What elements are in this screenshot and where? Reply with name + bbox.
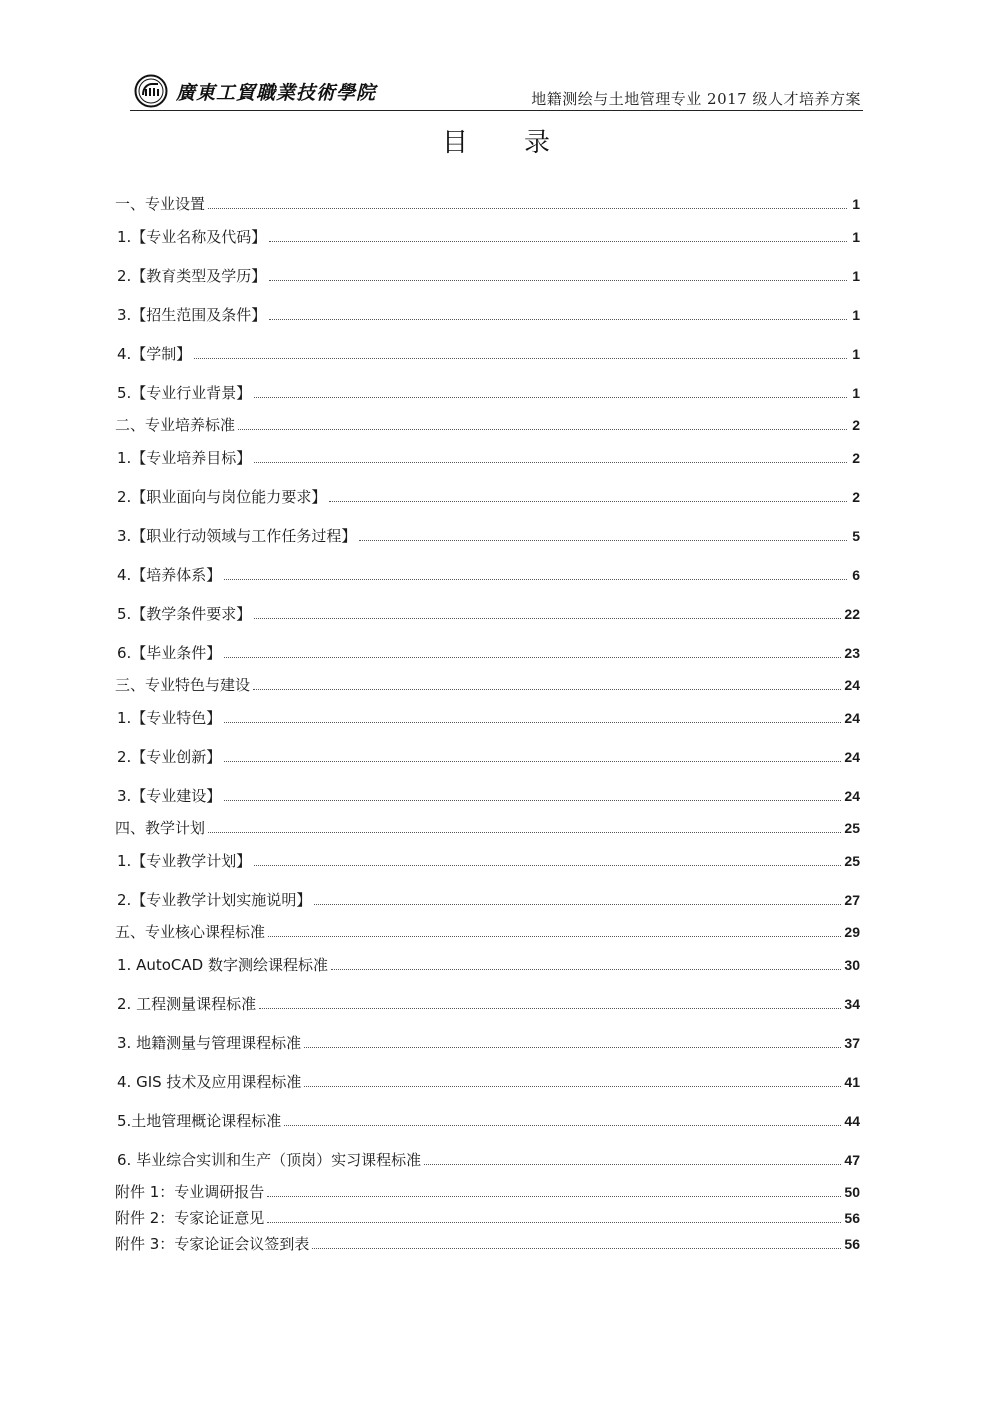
toc-entry-label: 1.【专业培养目标】	[117, 449, 252, 467]
toc-dot-leader	[259, 1007, 841, 1009]
toc-dot-leader	[224, 799, 841, 801]
toc-heading: 目录	[441, 128, 606, 158]
toc-entry-page: 25	[844, 820, 860, 836]
toc-entry[interactable]	[115, 1204, 860, 1228]
toc-entry-page: 1	[852, 307, 860, 323]
document-title: 地籍测绘与土地管理专业 2017 级人才培养方案	[531, 90, 861, 108]
toc-entry-page: 34	[844, 996, 860, 1012]
toc-dot-leader	[224, 656, 841, 658]
toc-dot-leader	[314, 903, 841, 905]
toc-entry-label: 6. 毕业综合实训和生产（顶岗）实习课程标准	[117, 1151, 422, 1169]
toc-entry-label: 5.【专业行业背景】	[117, 384, 252, 402]
toc-entry-label: 五、专业核心课程标准	[115, 923, 266, 941]
toc-dot-leader	[268, 935, 841, 937]
toc-entry-page: 25	[844, 853, 860, 869]
toc-entry[interactable]	[117, 782, 860, 806]
toc-dot-leader	[254, 617, 841, 619]
toc-entry[interactable]	[117, 1107, 860, 1131]
toc-entry-page: 6	[852, 567, 860, 583]
toc-entry-page: 1	[852, 268, 860, 284]
toc-entry-label: 1.【专业名称及代码】	[117, 228, 267, 246]
toc-entry-page: 5	[852, 528, 860, 544]
toc-entry-label: 附件 3：专家论证会议签到表	[115, 1235, 310, 1253]
toc-entry[interactable]	[117, 990, 860, 1014]
toc-entry-label: 5.【教学条件要求】	[117, 605, 252, 623]
toc-entry-page: 29	[844, 924, 860, 940]
toc-dot-leader	[312, 1247, 841, 1249]
toc-entry-page: 27	[844, 892, 860, 908]
toc-entry-page: 2	[852, 489, 860, 505]
toc-dot-leader	[253, 688, 841, 690]
toc-entry[interactable]	[117, 743, 860, 767]
toc-dot-leader	[304, 1046, 841, 1048]
toc-entry[interactable]	[115, 671, 860, 695]
toc-entry-page: 30	[844, 957, 860, 973]
toc-entry-label: 1. AutoCAD 数字测绘课程标准	[117, 956, 328, 974]
toc-dot-leader	[359, 539, 847, 541]
toc-dot-leader	[208, 207, 847, 209]
toc-entry-label: 三、专业特色与建设	[115, 676, 251, 694]
toc-entry[interactable]	[115, 1230, 860, 1254]
toc-dot-leader	[254, 864, 841, 866]
toc-entry-page: 2	[852, 417, 860, 433]
toc-entry[interactable]	[117, 1068, 860, 1092]
toc-entry[interactable]	[117, 600, 860, 624]
toc-entry-label: 一、专业设置	[115, 195, 206, 213]
toc-entry-label: 附件 1：专业调研报告	[115, 1183, 265, 1201]
toc-dot-leader	[284, 1124, 841, 1126]
toc-entry[interactable]	[115, 814, 860, 838]
toc-entry[interactable]	[117, 1029, 860, 1053]
toc-entry-page: 1	[852, 229, 860, 245]
toc-entry-label: 6.【毕业条件】	[117, 644, 222, 662]
school-name: 廣東工貿職業技術學院	[176, 81, 377, 104]
toc-dot-leader	[254, 461, 847, 463]
toc-entry[interactable]	[117, 951, 860, 975]
toc-dot-leader	[224, 721, 841, 723]
toc-entry-page: 24	[844, 788, 860, 804]
toc-dot-leader	[267, 1195, 841, 1197]
toc-entry[interactable]	[117, 340, 860, 364]
toc-entry-page: 1	[852, 346, 860, 362]
toc-dot-leader	[269, 318, 847, 320]
toc-dot-leader	[238, 428, 847, 430]
toc-entry-page: 24	[844, 710, 860, 726]
toc-entry[interactable]	[117, 704, 860, 728]
toc-entry-label: 2.【教育类型及学历】	[117, 267, 267, 285]
toc-dot-leader	[424, 1163, 841, 1165]
toc-entry-page: 23	[844, 645, 860, 661]
toc-entry-page: 56	[844, 1236, 860, 1252]
toc-entry-label: 2.【专业创新】	[117, 748, 222, 766]
toc-entry[interactable]	[117, 561, 860, 585]
toc-entry-page: 47	[844, 1152, 860, 1168]
toc-entry[interactable]	[115, 1178, 860, 1202]
toc-entry[interactable]	[117, 522, 860, 546]
toc-entry[interactable]	[115, 918, 860, 942]
toc-entry-label: 1.【专业教学计划】	[117, 852, 252, 870]
toc-entry[interactable]	[117, 301, 860, 325]
toc-dot-leader	[194, 357, 847, 359]
toc-entry[interactable]	[117, 483, 860, 507]
toc-entry-page: 1	[852, 385, 860, 401]
toc-entry-label: 3.【专业建设】	[117, 787, 222, 805]
toc-entry-label: 3.【职业行动领域与工作任务过程】	[117, 527, 357, 545]
toc-entry[interactable]	[115, 190, 860, 214]
toc-entry-page: 22	[844, 606, 860, 622]
toc-entry[interactable]	[117, 886, 860, 910]
toc-entry-label: 四、教学计划	[115, 819, 206, 837]
toc-entry-label: 附件 2：专家论证意见	[115, 1209, 265, 1227]
toc-entry-label: 4.【学制】	[117, 345, 192, 363]
toc-entry-label: 4.【培养体系】	[117, 566, 222, 584]
toc-entry-page: 50	[844, 1184, 860, 1200]
toc-entry-page: 37	[844, 1035, 860, 1051]
toc-entry-label: 1.【专业特色】	[117, 709, 222, 727]
toc-entry-page: 24	[844, 749, 860, 765]
toc-dot-leader	[224, 578, 847, 580]
toc-entry-label: 3.【招生范围及条件】	[117, 306, 267, 324]
toc-entry[interactable]	[117, 847, 860, 871]
toc-entry[interactable]	[115, 411, 860, 435]
toc-dot-leader	[304, 1085, 841, 1087]
toc-entry-page: 24	[844, 677, 860, 693]
toc-dot-leader	[269, 240, 847, 242]
toc-entry-label: 2. 工程测量课程标准	[117, 995, 257, 1013]
toc-entry-page: 44	[844, 1113, 860, 1129]
toc-entry-label: 5.土地管理概论课程标准	[117, 1112, 282, 1130]
toc-dot-leader	[331, 968, 841, 970]
toc-dot-leader	[208, 831, 841, 833]
toc-entry[interactable]	[117, 639, 860, 663]
toc-entry[interactable]	[117, 379, 860, 403]
toc-entry-label: 二、专业培养标准	[115, 416, 236, 434]
toc-dot-leader	[254, 396, 847, 398]
toc-entry-label: 4. GIS 技术及应用课程标准	[117, 1073, 302, 1091]
toc-entry-label: 2.【专业教学计划实施说明】	[117, 891, 312, 909]
toc-dot-leader	[329, 500, 847, 502]
toc-entry-page: 2	[852, 450, 860, 466]
toc-entry[interactable]	[117, 1146, 860, 1170]
toc-entry-label: 3. 地籍测量与管理课程标准	[117, 1034, 302, 1052]
toc-dot-leader	[269, 279, 847, 281]
toc-entry[interactable]	[117, 262, 860, 286]
toc-entry-label: 2.【职业面向与岗位能力要求】	[117, 488, 327, 506]
toc-dot-leader	[224, 760, 841, 762]
toc-entry[interactable]	[117, 223, 860, 247]
toc-entry-page: 1	[852, 196, 860, 212]
toc-entry[interactable]	[117, 444, 860, 468]
toc-entry-page: 41	[844, 1074, 860, 1090]
toc-entry-page: 56	[844, 1210, 860, 1226]
toc-dot-leader	[267, 1221, 841, 1223]
